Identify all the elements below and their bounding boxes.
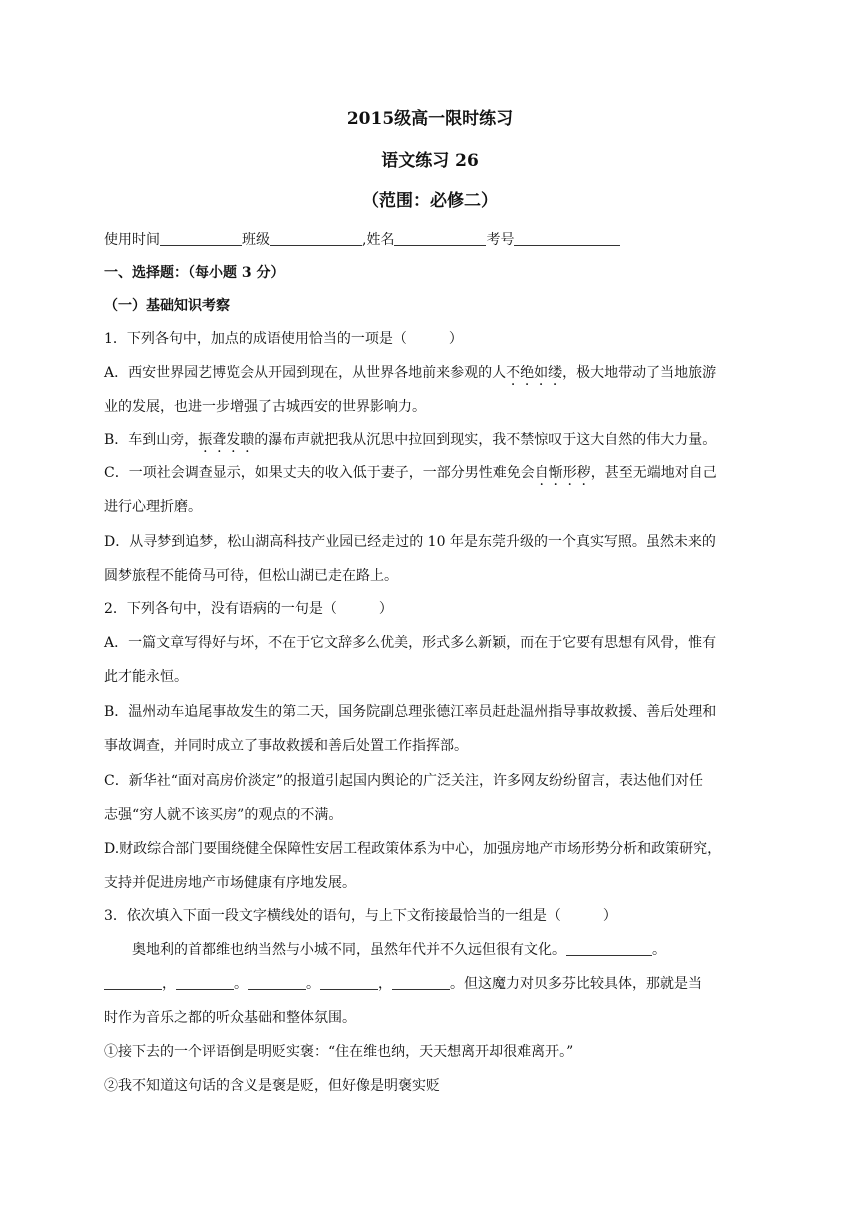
q3-passage-line3: 时作为音乐之都的听众基础和整体氛围。 (104, 1010, 356, 1026)
time-label: 使用时间 (104, 232, 160, 248)
q1-option-d-line1: D．从寻梦到追梦，松山湖高科技产业园已经走过的 10 年是东莞升级的一个真实写照。虽然未来的 (104, 534, 716, 550)
section-heading: 一、选择题：（每小题 3 分） (104, 265, 285, 281)
q1-c-dotted-idiom (535, 465, 591, 481)
q3-blank-2 (104, 975, 162, 990)
emphasis-char: 自 (534, 465, 549, 481)
emphasis-char: 如 (534, 365, 549, 381)
q1-option-b (104, 431, 764, 449)
emphasis-char: 发 (226, 432, 241, 448)
q1-option-a-line1 (104, 364, 764, 382)
q1-c-text-pre: C．一项社会调查显示，如果丈夫的收入低于妻子，一部分男性难免会 (104, 465, 535, 481)
emphasis-char: 绝 (520, 365, 535, 381)
emphasis-char: 缕 (548, 365, 563, 381)
q2-option-a-line1: A．一篇文章写得好与坏，不在于它文辞多么优美，形式多么新颖，而在于它要有思想有风骨，惟有 (104, 635, 717, 651)
q1-a-text-pre: A．西安世界园艺博览会从开园到现在，从世界各地前来参观的人 (104, 365, 507, 381)
q3-option-2: ②我不知道这句话的含义是褒是贬，但好像是明褒实贬 (104, 1078, 440, 1094)
q1-b-text-pre: B．车到山旁， (104, 432, 199, 448)
q1-option-a-line2: 业的发展，也进一步增强了古城西安的世界影响力。 (104, 399, 426, 415)
emphasis-char: 形 (562, 465, 577, 481)
q1-c-text-post: ，甚至无端地对自己 (590, 465, 717, 481)
class-blank (270, 231, 362, 246)
emphasis-char: 振 (198, 432, 213, 448)
emphasis-char: 不 (506, 365, 521, 381)
time-blank (160, 231, 242, 246)
q2-option-d-line1: D.财政综合部门要围绕健全保障性安居工程政策体系为中心，加强房地产市场形势分析和政策研究， (104, 841, 722, 857)
q3-blank-5 (320, 975, 378, 990)
sub-section-heading: （一）基础知识考察 (104, 298, 230, 314)
q3-option-1: ①接下去的一个评语倒是明贬实褒：“住在维也纳，天天想离开却很难离开。” (104, 1044, 574, 1060)
q2-option-d-line2: 支持并促进房地产市场健康有序地发展。 (104, 875, 356, 891)
q3-sep: 。 (234, 976, 248, 992)
q3-sep: 。 (652, 942, 666, 958)
q1-b-dotted-idiom (198, 432, 254, 448)
page-title: 2015级高一限时练习 (346, 109, 514, 129)
q3-passage-tail: 。但这魔力对贝多芬比较具体，那就是当 (450, 976, 702, 992)
q3-blank-3 (176, 975, 234, 990)
q3-passage-line1 (104, 941, 792, 959)
q3-sep: ， (162, 976, 176, 992)
page-subtitle: 语文练习 26 (381, 151, 479, 171)
name-blank (394, 231, 486, 246)
q1-stem: 1．下列各句中，加点的成语使用恰当的一项是（ ） (104, 331, 463, 347)
q3-passage-line2 (104, 975, 764, 993)
emphasis-char: 秽 (576, 465, 591, 481)
q3-sep: ， (378, 976, 392, 992)
page-scope: （范围：必修二） (362, 191, 498, 211)
q2-option-b-line2: 事故调查，并同时成立了事故救援和善后处置工作指挥部。 (104, 738, 468, 754)
class-label: 班级 (242, 232, 270, 248)
q3-blank-1 (566, 941, 652, 956)
q1-option-d-line2: 圆梦旅程不能倚马可待，但松山湖已走在路上。 (104, 568, 398, 584)
q3-blank-6 (392, 975, 450, 990)
q1-a-text-post: ，极大地带动了当地旅游 (562, 365, 717, 381)
q1-option-c-line2: 进行心理折磨。 (104, 499, 202, 515)
emphasis-char: 聋 (212, 432, 227, 448)
q3-sep: 。 (306, 976, 320, 992)
name-label: ,姓名 (362, 232, 395, 248)
id-blank (514, 231, 620, 246)
q1-b-text-post: 的瀑布声就把我从沉思中拉回到现实，我不禁惊叹于这大自然的伟大力量。 (254, 432, 717, 448)
student-info-line (104, 231, 764, 249)
emphasis-char: 聩 (240, 432, 255, 448)
id-label: 考号 (486, 232, 515, 248)
q2-option-a-line2: 此才能永恒。 (104, 669, 188, 685)
q2-option-b-line1: B．温州动车追尾事故发生的第二天，国务院副总理张德江率员赶赴温州指导事故救援、善后处理和 (104, 704, 717, 720)
q3-blank-4 (248, 975, 306, 990)
q2-option-c-line2: 志强“穷人就不该买房”的观点的不满。 (104, 807, 343, 823)
q3-stem: 3．依次填入下面一段文字横线处的语句，与上下文衔接最恰当的一组是（ ） (104, 908, 617, 924)
q1-a-dotted-idiom (506, 365, 562, 381)
emphasis-char: 惭 (548, 465, 563, 481)
q1-option-c-line1 (104, 464, 764, 482)
q2-stem: 2．下列各句中，没有语病的一句是（ ） (104, 601, 393, 617)
q2-option-c-line1: C．新华社“面对高房价淡定”的报道引起国内舆论的广泛关注，许多网友纷纷留言，表达他们对任 (104, 773, 704, 789)
q3-passage-text: 奥地利的首都维也纳当然与小城不同，虽然年代并不久远但很有文化。 (132, 942, 566, 958)
